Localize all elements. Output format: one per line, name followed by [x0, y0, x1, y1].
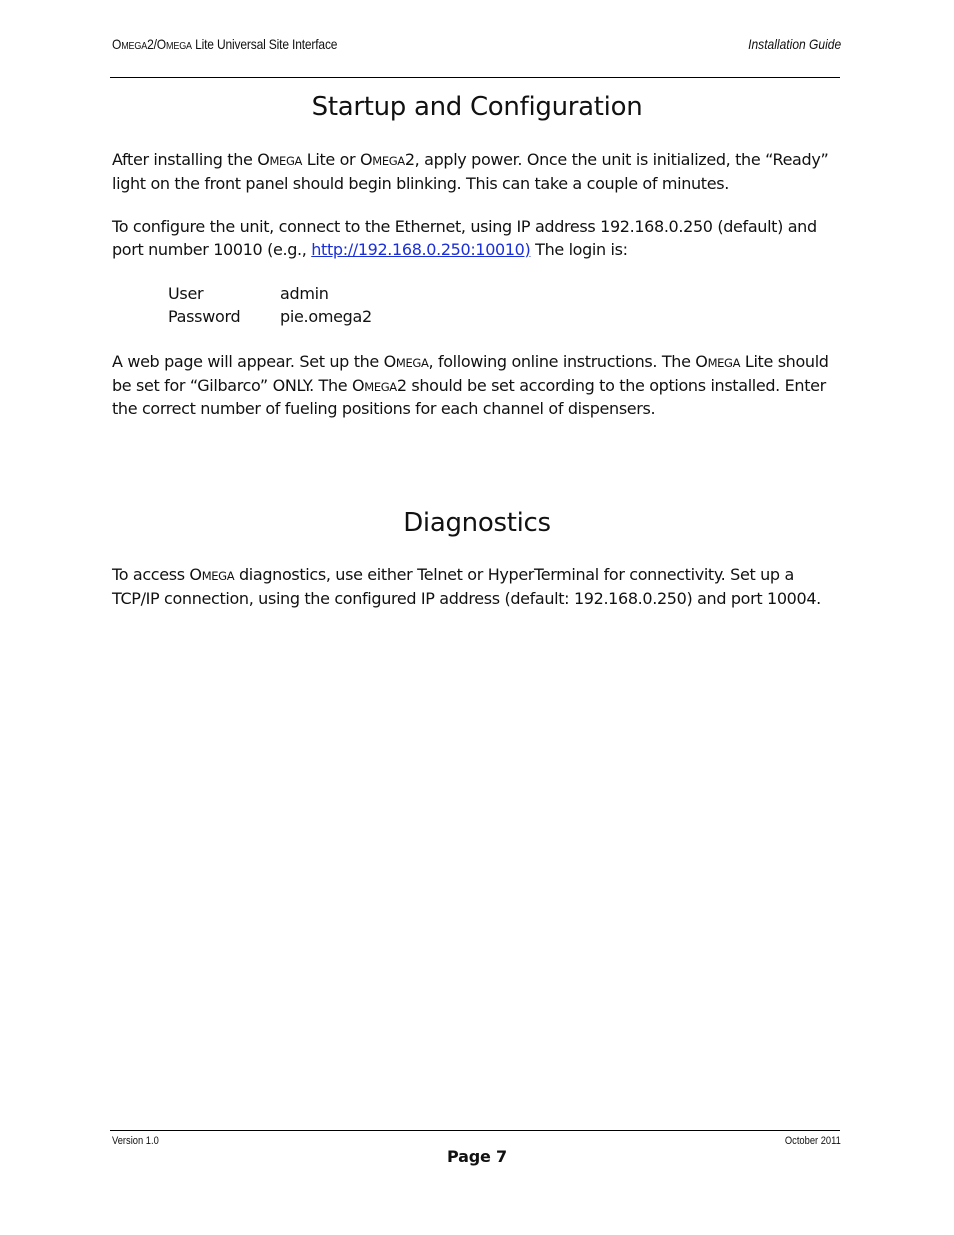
paragraph-diagnostics: To access OMEGA diagnostics, use either Telnet or HyperTerminal for connectivity. Set up a TCP/IP connection, using the configured IP address (default: 192.168.0.250) and port 10004.	[112, 565, 821, 608]
login-user-label: User	[168, 284, 204, 303]
section-heading-diagnostics: Diagnostics	[403, 508, 551, 538]
login-password-label: Password	[168, 307, 241, 326]
header-rule	[110, 77, 840, 78]
footer-date: October 2011	[785, 1135, 841, 1147]
header-doc-title: OMEGA2/OMEGA Lite Universal Site Interface	[112, 36, 338, 52]
paragraph-web-setup: A web page will appear. Set up the OMEGA, following online instructions. The OMEGA Lite should be set for “Gilbarco” ONLY. The OMEGA2 should be set according to the options installed. Enter the correct number of fueling positions for each channel of dispensers.	[112, 352, 829, 418]
page-number: Page 7	[447, 1147, 507, 1166]
login-password-value: pie.omega2	[280, 307, 372, 326]
section-heading-startup: Startup and Configuration	[311, 92, 643, 122]
footer-version: Version 1.0	[112, 1135, 159, 1147]
paragraph-configure: To configure the unit, connect to the Ethernet, using IP address 192.168.0.250 (default) and port number 10010 (e.g., http://192.168.0.250:10010) The login is:	[112, 217, 817, 259]
config-url-link[interactable]: http://192.168.0.250:10010)	[311, 239, 531, 259]
header-guide-title: Installation Guide	[747, 36, 841, 52]
footer-rule	[110, 1130, 840, 1131]
paragraph-startup-intro: After installing the OMEGA Lite or OMEGA2, apply power. Once the unit is initialized, the “Ready” light on the front panel should begin blinking. This can take a couple of minutes.	[112, 150, 829, 193]
login-user-value: admin	[280, 284, 329, 303]
